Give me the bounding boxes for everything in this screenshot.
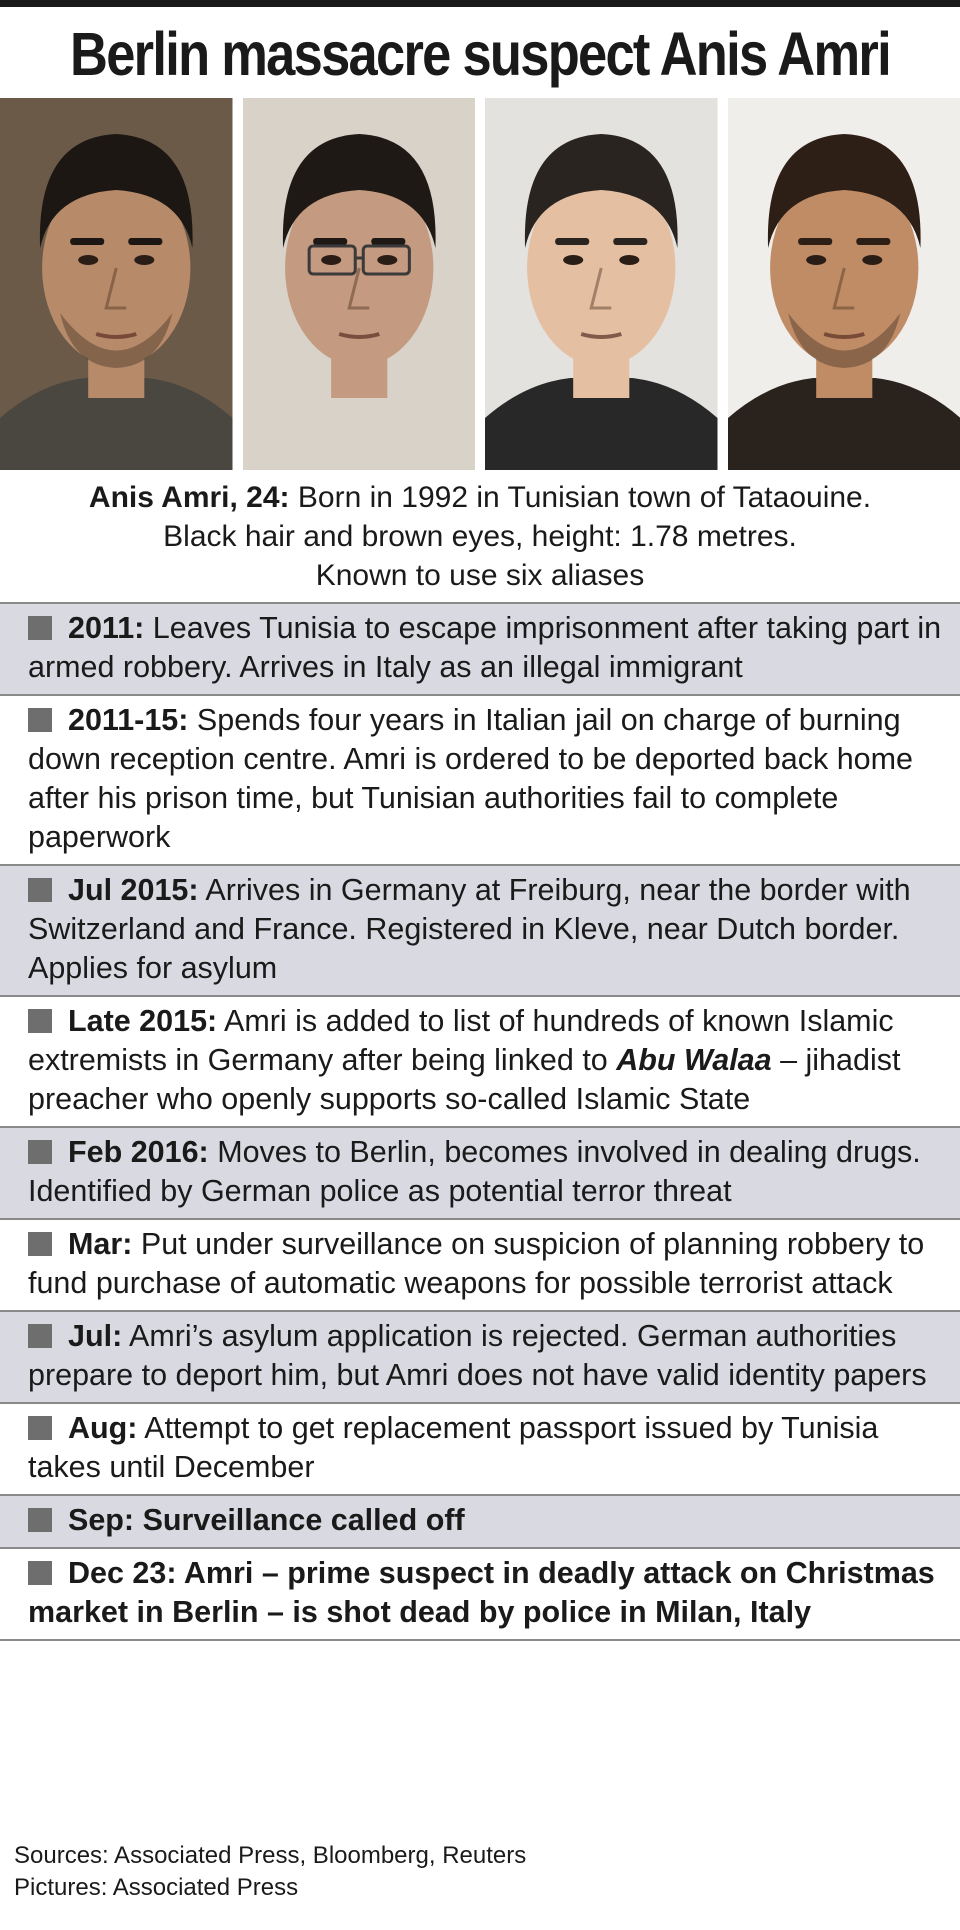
timeline	[0, 602, 960, 1641]
suspect-photo-1	[0, 98, 233, 470]
entry-text-before: Amri is added to list of hundreds of known Islamic extremists in Germany after being linked to	[28, 1004, 894, 1077]
entry-text: Surveillance called off	[134, 1503, 465, 1537]
square-bullet-icon	[28, 878, 52, 902]
square-bullet-icon	[28, 1009, 52, 1033]
square-bullet-icon	[28, 1140, 52, 1164]
preacher-name: Abu Walaa	[616, 1043, 772, 1077]
entry-text: Amri’s asylum application is rejected. German authorities prepare to deport him, but Amri does not have valid identity papers	[28, 1319, 927, 1392]
entry-date: 2011:	[68, 611, 145, 645]
bio-line-2: Black hair and brown eyes, height: 1.78 metres.	[163, 520, 797, 553]
entry-date: Sep:	[68, 1503, 135, 1537]
entry-text: Spends four years in Italian jail on charge of burning down reception centre. Amri is ordered to be deported back home after his prison time, but Tunisian authorities fail to complete paperwork	[28, 703, 914, 854]
bio-birth: Born in 1992 in Tunisian town of Tataouine.	[289, 481, 872, 514]
entry-text: Put under surveillance on suspicion of planning robbery to fund purchase of automatic weapons for possible terrorist attack	[28, 1227, 925, 1300]
entry-text: Amri – prime suspect in deadly attack on Christmas market in Berlin – is shot dead by police in Milan, Italy	[28, 1556, 935, 1629]
sources-line: Sources: Associated Press, Bloomberg, Reuters	[14, 1842, 527, 1869]
timeline-entry-late-2015	[0, 997, 960, 1128]
square-bullet-icon	[28, 616, 52, 640]
square-bullet-icon	[28, 1232, 52, 1256]
timeline-entry-jul	[0, 1312, 960, 1404]
square-bullet-icon	[28, 1324, 52, 1348]
top-rule	[0, 0, 960, 7]
photo-strip	[0, 98, 960, 470]
suspect-photo-4	[728, 98, 960, 470]
entry-text: Attempt to get replacement passport issued by Tunisia takes until December	[28, 1411, 879, 1484]
portrait-image	[485, 98, 718, 470]
portrait-image	[243, 98, 476, 470]
timeline-entry-2011	[0, 604, 960, 696]
timeline-entry-jul-2015	[0, 866, 960, 997]
bio-name: Anis Amri, 24:	[88, 481, 290, 514]
entry-date: Jul 2015:	[68, 873, 199, 907]
portrait-image	[728, 98, 960, 470]
square-bullet-icon	[28, 708, 52, 732]
page-title: Berlin massacre suspect Anis Amri	[70, 20, 890, 88]
timeline-entry-sep	[0, 1496, 960, 1549]
entry-text: Arrives in Germany at Freiburg, near the border with Switzerland and France. Registered in Kleve, near Dutch border. Applies for asylum	[28, 873, 911, 985]
entry-date: Feb 2016:	[68, 1135, 209, 1169]
entry-date: 2011-15:	[68, 703, 189, 737]
square-bullet-icon	[28, 1416, 52, 1440]
square-bullet-icon	[28, 1561, 52, 1585]
entry-text-after: – jihadist preacher who openly supports so-called Islamic State	[28, 1043, 901, 1116]
pictures-credit-line: Pictures: Associated Press	[14, 1874, 299, 1901]
timeline-entry-2011-15	[0, 696, 960, 866]
entry-text: Leaves Tunisia to escape imprisonment after taking part in armed robbery. Arrives in Italy as an illegal immigrant	[28, 611, 942, 684]
timeline-entry-mar	[0, 1220, 960, 1312]
bio-block	[0, 478, 960, 595]
entry-date: Aug:	[68, 1411, 138, 1445]
portrait-image	[0, 98, 233, 470]
timeline-entry-feb-2016	[0, 1128, 960, 1220]
credits	[14, 1840, 526, 1904]
entry-date: Mar:	[68, 1227, 133, 1261]
entry-text: Moves to Berlin, becomes involved in dealing drugs. Identified by German police as potential terror threat	[28, 1135, 921, 1208]
suspect-photo-2	[243, 98, 476, 470]
entry-date: Dec 23:	[68, 1556, 177, 1590]
bio-line-1	[0, 478, 960, 517]
square-bullet-icon	[28, 1508, 52, 1532]
suspect-photo-3	[485, 98, 718, 470]
entry-date: Late 2015:	[68, 1004, 218, 1038]
bio-line-3: Known to use six aliases	[315, 559, 645, 592]
entry-date: Jul:	[68, 1319, 123, 1353]
timeline-entry-dec-23	[0, 1549, 960, 1641]
timeline-entry-aug	[0, 1404, 960, 1496]
